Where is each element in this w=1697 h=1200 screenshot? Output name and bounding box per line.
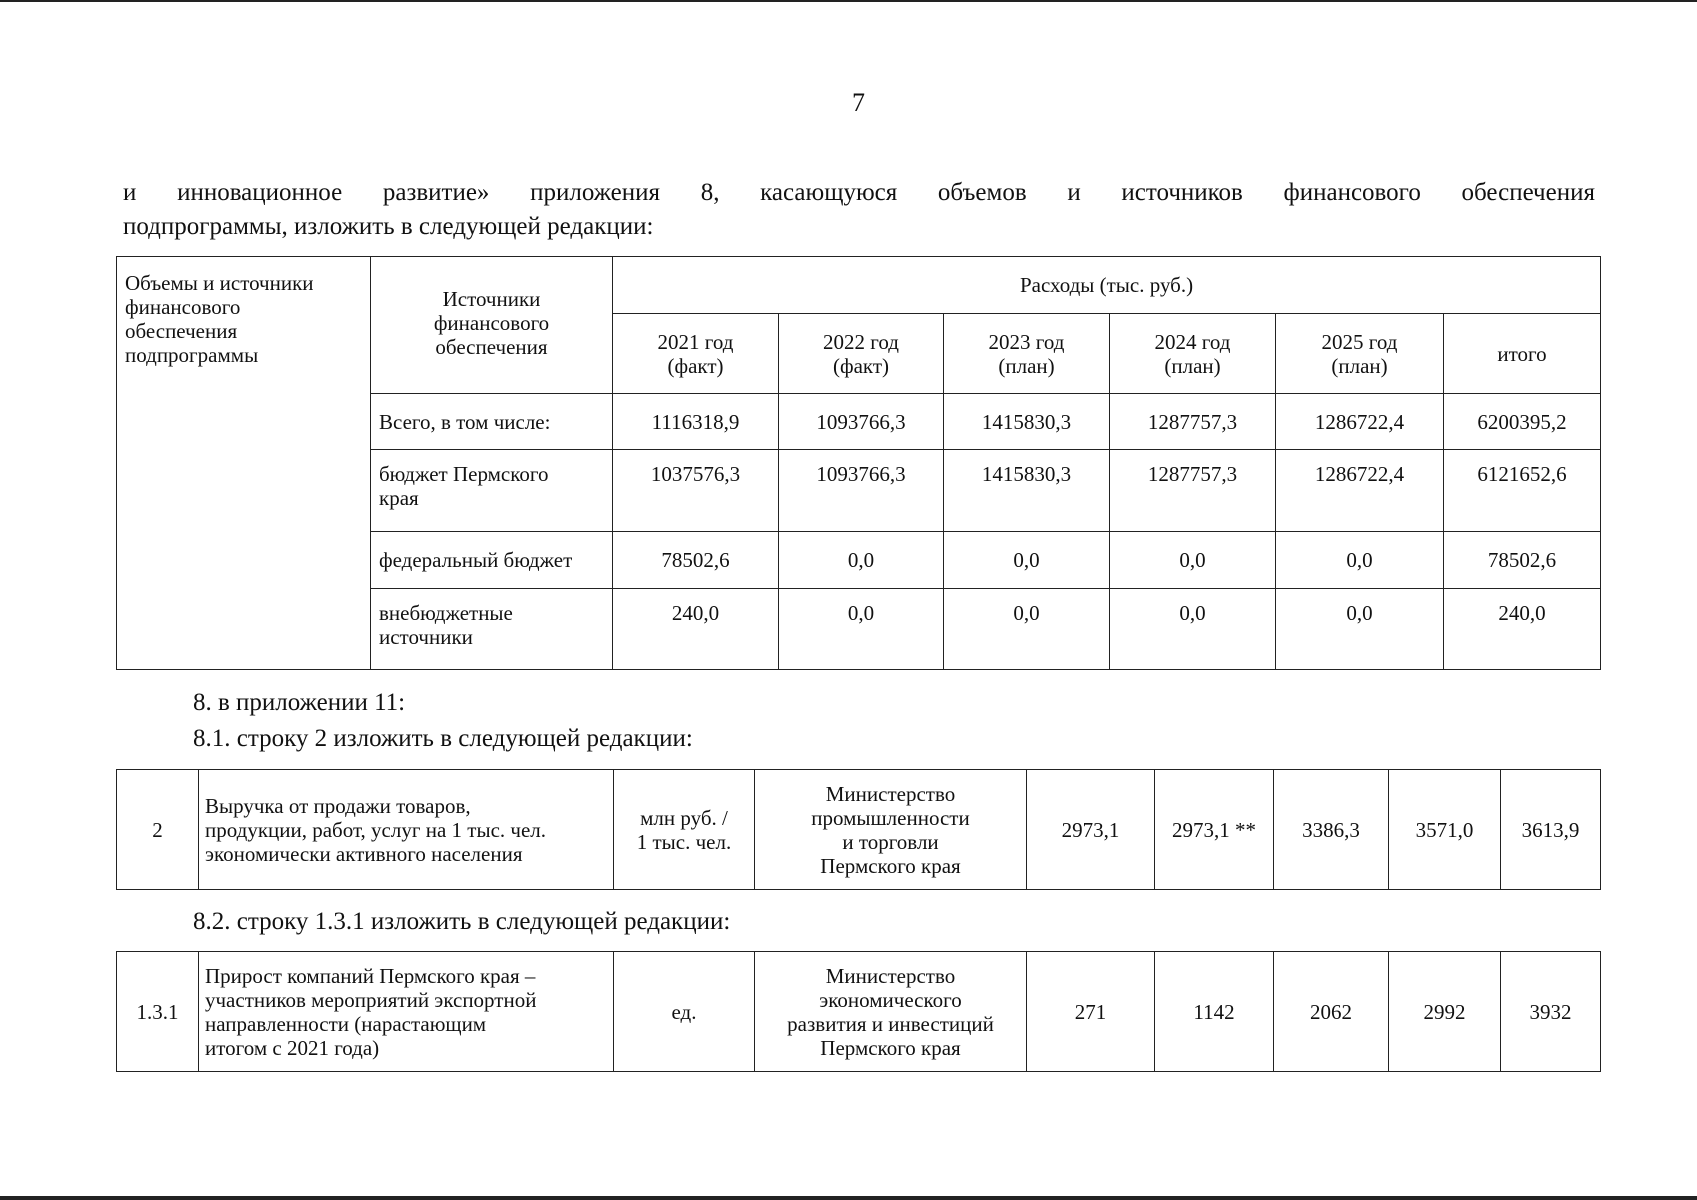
value-cell: 0,0 <box>779 589 944 670</box>
intro-line-1: и инновационное развитие» приложения 8, касающуюся объемов и источников финансового обеспечения <box>123 179 1595 206</box>
value-cell: 0,0 <box>1110 532 1276 589</box>
table-row <box>117 952 1601 1072</box>
year-header: 2025 год (план) <box>1276 314 1444 394</box>
value-cell: 1287757,3 <box>1110 450 1276 532</box>
table-row <box>117 770 1601 890</box>
value-cell: 78502,6 <box>613 532 779 589</box>
value-cell: 0,0 <box>1276 532 1444 589</box>
source-label: федеральный бюджет <box>371 532 613 589</box>
value-cell: 1415830,3 <box>944 394 1110 450</box>
ministry-cell: Министерство промышленности и торговли Пермского края <box>755 770 1027 890</box>
value-cell: 1287757,3 <box>1110 394 1276 450</box>
year-header: 2022 год (факт) <box>779 314 944 394</box>
row-2-table <box>116 769 1601 890</box>
unit-cell: млн руб. / 1 тыс. чел. <box>614 770 755 890</box>
section-8-2-heading: 8.2. строку 1.3.1 изложить в следующей редакции: <box>193 908 731 935</box>
value-cell: 6200395,2 <box>1444 394 1601 450</box>
value-cell: 3932 <box>1501 952 1601 1072</box>
value-cell: 0,0 <box>1110 589 1276 670</box>
value-cell: 2992 <box>1389 952 1501 1072</box>
year-header: 2023 год (план) <box>944 314 1110 394</box>
value-cell: 2973,1 <box>1027 770 1155 890</box>
value-cell: 78502,6 <box>1444 532 1601 589</box>
page-top-edge <box>0 0 1697 2</box>
ministry-cell: Министерство экономического развития и инвестиций Пермского края <box>755 952 1027 1072</box>
value-cell: 271 <box>1027 952 1155 1072</box>
value-cell: 6121652,6 <box>1444 450 1601 532</box>
value-cell: 3386,3 <box>1274 770 1389 890</box>
value-cell: 1093766,3 <box>779 394 944 450</box>
section-8-1-heading: 8.1. строку 2 изложить в следующей редакции: <box>193 725 693 752</box>
year-header: 2024 год (план) <box>1110 314 1276 394</box>
value-cell: 2973,1 ** <box>1155 770 1274 890</box>
indicator-name: Прирост компаний Пермского края – участников мероприятий экспортной направленности (нарастающим итогом с 2021 года) <box>199 952 614 1072</box>
value-cell: 0,0 <box>944 532 1110 589</box>
finance-left-header: Объемы и источники финансового обеспечения подпрограммы <box>117 257 371 670</box>
intro-line-2: подпрограммы, изложить в следующей редакции: <box>123 213 654 240</box>
value-cell: 1037576,3 <box>613 450 779 532</box>
value-cell: 240,0 <box>613 589 779 670</box>
indicator-name: Выручка от продажи товаров, продукции, работ, услуг на 1 тыс. чел. экономически активного населения <box>199 770 614 890</box>
source-label: внебюджетные источники <box>371 589 613 670</box>
value-cell: 1116318,9 <box>613 394 779 450</box>
value-cell: 2062 <box>1274 952 1389 1072</box>
expenses-header: Расходы (тыс. руб.) <box>613 257 1601 314</box>
value-cell: 1286722,4 <box>1276 394 1444 450</box>
section-8-heading: 8. в приложении 11: <box>193 689 406 716</box>
sources-header: Источники финансового обеспечения <box>371 257 613 394</box>
value-cell: 0,0 <box>1276 589 1444 670</box>
value-cell: 1415830,3 <box>944 450 1110 532</box>
value-cell: 1093766,3 <box>779 450 944 532</box>
value-cell: 3613,9 <box>1501 770 1601 890</box>
total-header: итого <box>1444 314 1601 394</box>
value-cell: 0,0 <box>944 589 1110 670</box>
finance-table <box>116 256 1601 670</box>
value-cell: 240,0 <box>1444 589 1601 670</box>
intro-paragraph <box>123 176 1595 244</box>
year-header: 2021 год (факт) <box>613 314 779 394</box>
row-number: 1.3.1 <box>117 952 199 1072</box>
value-cell: 3571,0 <box>1389 770 1501 890</box>
source-label: бюджет Пермского края <box>371 450 613 532</box>
source-label: Всего, в том числе: <box>371 394 613 450</box>
value-cell: 0,0 <box>779 532 944 589</box>
page-number: 7 <box>852 88 865 117</box>
value-cell: 1142 <box>1155 952 1274 1072</box>
value-cell: 1286722,4 <box>1276 450 1444 532</box>
page-bottom-edge <box>0 1196 1697 1200</box>
unit-cell: ед. <box>614 952 755 1072</box>
row-number: 2 <box>117 770 199 890</box>
row-1-3-1-table <box>116 951 1601 1072</box>
